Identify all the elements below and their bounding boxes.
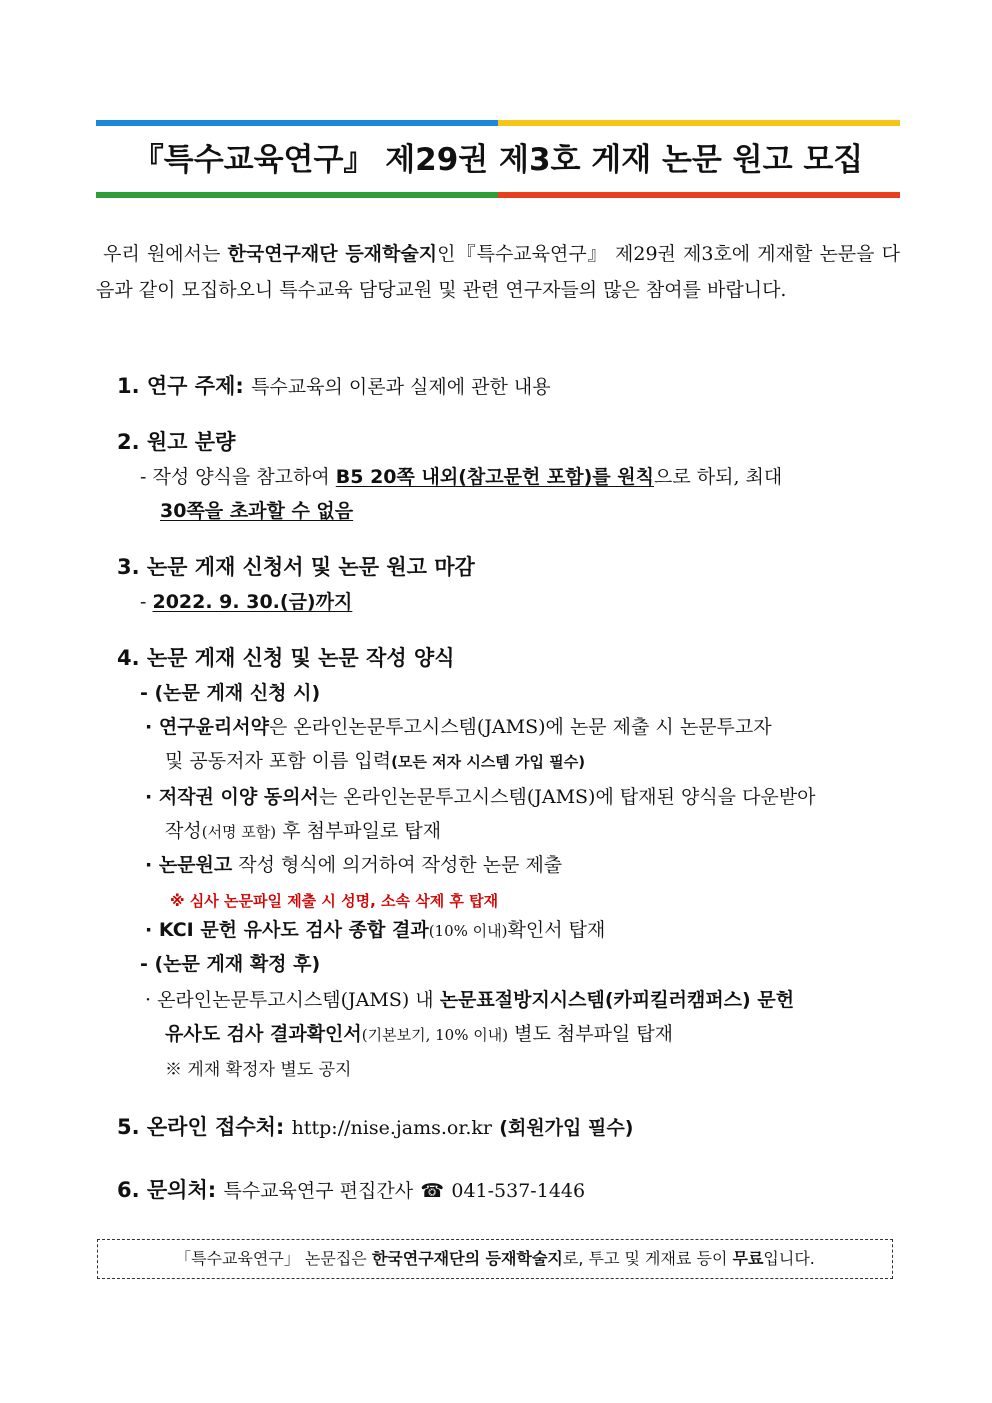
section-5-heading: [117, 1112, 633, 1143]
s4-e2-small: (기본보기, 10% 이내): [361, 1026, 509, 1044]
s4-item-d: [145, 914, 605, 947]
s2-text-bold-underline: B5 20쪽 내외(참고문헌 포함)를 원칙: [335, 466, 654, 488]
s4-a2-small: (모든 저자 시스템 가입 필수): [391, 753, 586, 771]
s4-e2-bold: 유사도 검사 결과확인서: [165, 1023, 362, 1045]
s3-dash: -: [140, 591, 153, 613]
footer-notice-box: [97, 1239, 893, 1279]
s4-b-text: 는 온라인논문투고시스템(JAMS)에 탑재된 양식을 다운받아: [318, 786, 816, 808]
section-6-text: 특수교육연구 편집간사: [223, 1180, 414, 1202]
s4-b-bold: · 저작권 이양 동의서: [145, 786, 319, 808]
bottom-color-bar: [96, 192, 900, 198]
top-bar-yellow: [498, 120, 900, 126]
s4-item-a-line-2: [165, 745, 585, 778]
s4-item-b-line-1: [145, 781, 816, 813]
s4-sub-1: [140, 677, 320, 709]
s4-d-small: (10% 이내): [428, 922, 508, 940]
section-1-heading: [117, 371, 551, 402]
s4-sub-2: [140, 948, 320, 980]
s4-e-bold: 논문표절방지시스템(카피킬러캠퍼스) 문헌: [439, 989, 795, 1011]
s4-d-text: 확인서 탑재: [507, 919, 606, 941]
s2-text-c: 으로 하되, 최대: [653, 466, 783, 488]
bottom-bar-green: [96, 192, 498, 198]
s4-e2-text: 별도 첨부파일 탑재: [508, 1023, 674, 1045]
s4-a-text: 은 온라인논문투고시스템(JAMS)에 논문 제출 시 논문투고자: [268, 716, 772, 738]
section-2-line-1: [140, 461, 782, 493]
bottom-bar-red: [498, 192, 900, 198]
s4-a-bold: · 연구윤리서약: [145, 716, 269, 738]
s4-e-text: · 온라인논문투고시스템(JAMS) 내: [145, 989, 440, 1011]
s4-item-e-line-1: [145, 984, 794, 1016]
s2-limit-text: 30쪽을 초과할 수 없음: [160, 500, 354, 522]
intro-bold-journal: 한국연구재단 등재학술지: [227, 243, 438, 265]
s4-c-bold: · 논문원고: [145, 854, 233, 876]
section-6-heading: [117, 1175, 585, 1206]
s4-red-note: ※ 심사 논문파일 제출 시 성명, 소속 삭제 후 탑재: [170, 892, 499, 910]
section-2-line-2: [160, 495, 353, 527]
intro-text-2: 인『특수교육연구』 제29권 제3호에 게재할 논문을 다음과 같이 모집하오니 특수교육 담당교원 및 관련 연구자들의 많은 참여를 바랍니다.: [96, 243, 900, 301]
s4-sub-2-text: - (논문 게재 확정 후): [140, 953, 321, 975]
s4-e3-note: ※ 게재 확정자 별도 공지: [165, 1060, 352, 1080]
top-bar-blue: [96, 120, 498, 126]
contact-phone: 041-537-1446: [451, 1180, 586, 1202]
s4-item-c-note: [170, 884, 498, 917]
section-3-line: [140, 586, 352, 618]
intro-text-1: 우리 원에서는: [103, 243, 228, 265]
s4-item-e-line-2: [165, 1018, 673, 1051]
section-2-heading: 2. 원고 분량: [117, 430, 236, 454]
s3-deadline: 2022. 9. 30.(금)까지: [152, 591, 353, 613]
s4-item-c-line-1: [145, 849, 562, 881]
s4-b2-a: 작성: [165, 820, 202, 842]
s4-item-b-line-2: [165, 815, 441, 848]
telephone-icon: ☎: [420, 1180, 445, 1202]
page-title: 『특수교육연구』 제29권 제3호 게재 논문 원고 모집: [132, 142, 864, 178]
section-5-note: (회원가입 필수): [499, 1117, 634, 1139]
section-1-title: 1. 연구 주제:: [117, 374, 244, 398]
top-color-bar: [96, 120, 900, 126]
intro-paragraph: [96, 236, 900, 308]
footer-text-3: 입니다.: [763, 1249, 815, 1268]
s4-c-text: 작성 형식에 의거하여 작성한 논문 제출: [232, 854, 563, 876]
footer-text-2: 로, 투고 및 게재료 등이: [562, 1249, 733, 1268]
s2-text-a: - 작성 양식을 참고하여: [140, 466, 336, 488]
section-5-title: 5. 온라인 접수처:: [117, 1115, 285, 1139]
section-6-title: 6. 문의처:: [117, 1178, 217, 1202]
footer-text-1: 「특수교육연구」 논문집은: [175, 1249, 372, 1268]
section-4-heading: 4. 논문 게재 신청 및 논문 작성 양식: [117, 646, 455, 670]
jams-url-link[interactable]: http://nise.jams.or.kr: [291, 1117, 492, 1139]
s4-b2-c: 후 첨부파일로 탑재: [276, 820, 442, 842]
s4-sub-1-text: - (논문 게재 신청 시): [140, 682, 321, 704]
s4-d-bold: · KCI 문헌 유사도 검사 종합 결과: [145, 919, 429, 941]
footer-bold-2: 무료: [732, 1249, 764, 1268]
s4-b2-small: (서명 포함): [201, 823, 277, 841]
footer-bold-1: 한국연구재단의 등재학술지: [371, 1249, 563, 1268]
s4-item-e-note: [165, 1053, 351, 1086]
s4-a2-text: 및 공동저자 포함 이름 입력: [165, 750, 392, 772]
s4-item-a-line-1: [145, 711, 772, 743]
section-3-heading: 3. 논문 게재 신청서 및 논문 원고 마감: [117, 555, 475, 579]
section-1-text: 특수교육의 이론과 실제에 관한 내용: [251, 376, 551, 398]
